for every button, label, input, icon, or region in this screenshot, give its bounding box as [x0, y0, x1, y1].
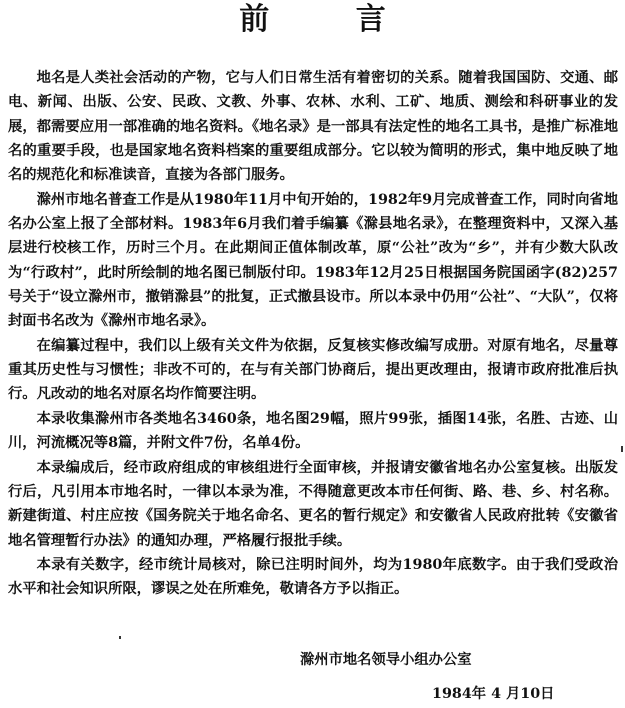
paragraph: 本录编成后，经市政府组成的审核组进行全面审核，并报请安徽省地名办公室复核。出版发行后，凡引用本市地名时，一律以本录为准，不得随意更改本市任何街、路、巷、乡、村名称。新建街道、村庄应按《国务院关于地名命名、更名的暂行规定》和安徽省人民政府批转《安徽省地名管理暂行办法》的通知办理，严格履行报批手续。: [8, 459, 618, 549]
paragraph: 滁州市地名普查工作是从1980年11月中旬开始的，1982年9月完成普查工作，同时向省地名办公室上报了全部材料。1983年6月我们着手编纂《滁县地名录》，在整理资料中，又深入基层进行校核工作，历时三个月。在此期间正值体制改革，原“公社”改为“乡”，并有少数大队改为“行政村”，此时所绘制的地名图已制版付印。1983年12月25日根据国务院国函字(82)257号关于“设立滁州市，撤销滁县”的批复，正式撤县设市。所以本录中仍用“公社”、“大队”，仅将封面书名改为《滁州市地名录》。: [8, 191, 618, 330]
scan-speck: [621, 446, 623, 452]
signature-date: 1984年 4 月10日: [432, 686, 555, 702]
paragraph: 本录有关数字，经市统计局核对，除已注明时间外，均为1980年底数字。由于我们受政治水平和社会知识所限，谬误之处在所难免，敬请各方予以指正。: [8, 556, 618, 598]
scan-speck: [119, 636, 121, 639]
paragraph: 本录收集滁州市各类地名3460条，地名图29幅，照片99张，插图14张，名胜、古迹、山川，河流概况等8篇，并附文件7份，名单4份。: [8, 410, 618, 452]
document-body: [8, 66, 618, 602]
signature-organization: 滁州市地名领导小组办公室: [300, 652, 472, 668]
paragraph: 在编纂过程中，我们以上级有关文件为依据，反复核实修改编写成册。对原有地名，尽量尊重其历史性与习惯性；非改不可的，在与有关部门协商后，提出更改理由，报请市政府批准后执行。凡改动的地名对原名均作简要注明。: [8, 337, 618, 403]
document-title: 前 言: [239, 2, 424, 37]
paragraph: 地名是人类社会活动的产物，它与人们日常生活有着密切的关系。随着我国国防、交通、邮电、新闻、出版、公安、民政、文教、外事、农林、水利、工矿、地质、测绘和科研事业的发展，都需要应用一部准确的地名资料。《地名录》是一部具有法定性的地名工具书，是推广标准地名的重要手段，也是国家地名资料档案的重要组成部分。它以较为简明的形式，集中地反映了地名的规范化和标准读音，直接为各部门服务。: [8, 70, 618, 184]
